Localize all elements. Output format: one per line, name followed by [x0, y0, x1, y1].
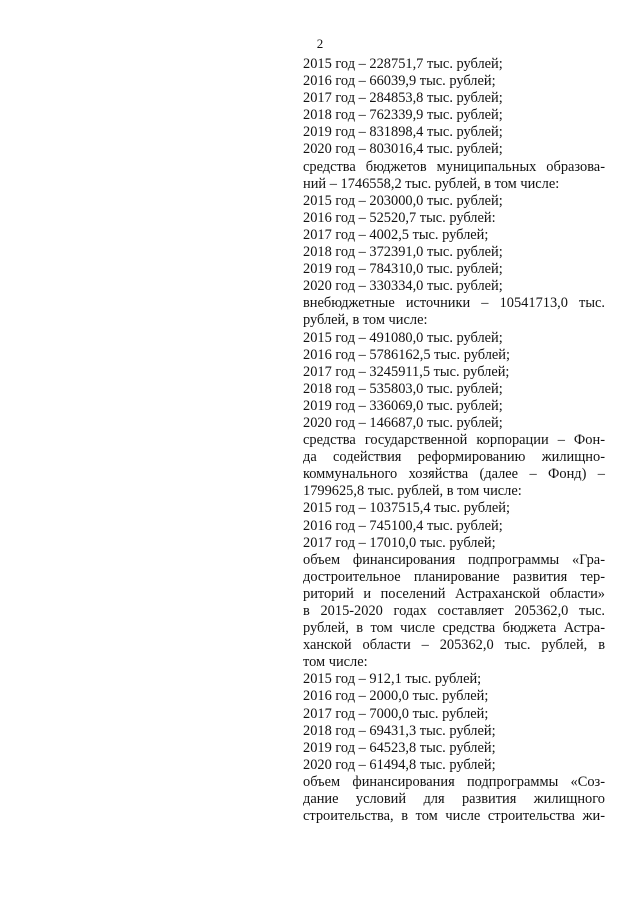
text-line: 2015 год – 1037515,4 тыс. рублей; [303, 500, 510, 517]
text-line: 2018 год – 535803,0 тыс. рублей; [303, 380, 503, 397]
text-line: 2020 год – 803016,4 тыс. рублей; [303, 141, 503, 158]
text-line: 2016 год – 2000,0 тыс. рублей; [303, 688, 489, 705]
text-line: в 2015-2020 годах составляет 205362,0 тыс. [303, 603, 605, 619]
text-line: 2019 год – 831898,4 тыс. рублей; [303, 124, 503, 141]
page-number: 2 [316, 36, 324, 51]
document-body [303, 56, 605, 825]
text-line: да содействия реформированию жилищно- [303, 449, 605, 466]
text-line: 2015 год – 491080,0 тыс. рублей; [303, 329, 503, 346]
text-line: 2016 год – 52520,7 тыс. рублей: [303, 209, 496, 226]
text-line: объем финансирования подпрограммы «Соз- [303, 773, 605, 790]
text-line: ний – 1746558,2 тыс. рублей, в том числе: [303, 175, 560, 192]
text-line: 2016 год – 5786162,5 тыс. рублей; [303, 346, 510, 363]
text-line: внебюджетные источники – 10541713,0 тыс. [303, 295, 605, 312]
text-line: коммунального хозяйства (далее – Фонд) – [303, 466, 605, 483]
text-line: 2019 год – 784310,0 тыс. рублей; [303, 261, 503, 278]
text-line: объем финансирования подпрограммы «Гра- [303, 551, 605, 568]
text-line: 2015 год – 203000,0 тыс. рублей; [303, 192, 503, 209]
text-line: достроительное планирование развития тер- [303, 568, 605, 585]
text-line: рублей, в том числе средства бюджета Астра- [303, 620, 605, 637]
text-line: строительства, в том числе строительства жи- [303, 808, 605, 825]
text-line: ханской области – 205362,0 тыс. рублей, в [303, 637, 605, 654]
text-line: 2020 год – 146687,0 тыс. рублей; [303, 414, 503, 431]
text-line: 2017 год – 4002,5 тыс. рублей; [303, 226, 489, 243]
text-line: дание условий для развития жилищного [303, 791, 605, 808]
text-line: 2018 год – 762339,9 тыс. рублей; [303, 107, 503, 124]
text-line: 2017 год – 7000,0 тыс. рублей; [303, 705, 489, 722]
text-line: 2015 год – 228751,7 тыс. рублей; [303, 56, 503, 72]
text-line: том числе: [303, 654, 368, 671]
text-line: 2019 год – 336069,0 тыс. рублей; [303, 397, 503, 414]
text-line: 2018 год – 372391,0 тыс. рублей; [303, 244, 503, 261]
text-line: 2020 год – 330334,0 тыс. рублей; [303, 278, 503, 295]
text-line: 2017 год – 284853,8 тыс. рублей; [303, 90, 503, 107]
text-line: средства бюджетов муниципальных образова- [303, 158, 605, 175]
text-line: 1799625,8 тыс. рублей, в том числе: [303, 483, 522, 500]
text-line: 2016 год – 66039,9 тыс. рублей; [303, 73, 496, 90]
text-line: риторий и поселений Астраханской области» [303, 585, 605, 602]
text-line: 2018 год – 69431,3 тыс. рублей; [303, 722, 496, 739]
text-line: 2017 год – 17010,0 тыс. рублей; [303, 534, 496, 551]
text-line: 2015 год – 912,1 тыс. рублей; [303, 671, 482, 688]
text-line: 2019 год – 64523,8 тыс. рублей; [303, 739, 496, 756]
text-line: средства государственной корпорации – Фон- [303, 432, 605, 449]
text-line: 2017 год – 3245911,5 тыс. рублей; [303, 363, 510, 380]
text-line: рублей, в том числе: [303, 312, 428, 329]
text-line: 2016 год – 745100,4 тыс. рублей; [303, 517, 503, 534]
text-line: 2020 год – 61494,8 тыс. рублей; [303, 756, 496, 773]
